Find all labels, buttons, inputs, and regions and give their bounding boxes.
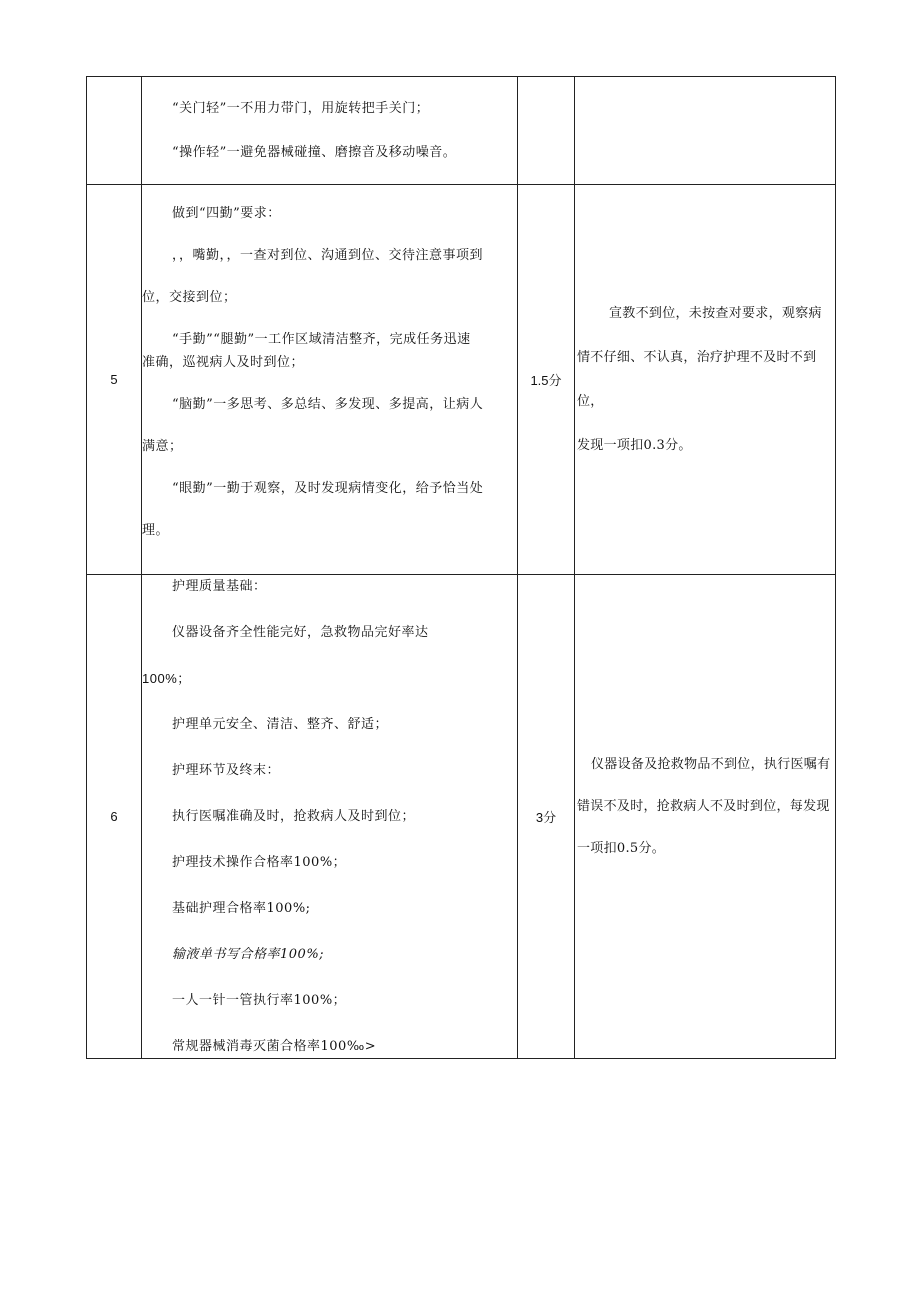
item-number (87, 77, 142, 185)
requirement-line: ，，嘴勤，，一查对到位、沟通到位、交待注意事项到 (172, 248, 484, 263)
evaluation-table (86, 76, 836, 1059)
requirement-line: 护理环节及终末： (172, 763, 281, 778)
score-cell (518, 77, 575, 185)
table-row (87, 185, 836, 575)
requirement-line: “眼勤”一勤于观察，及时发现病情变化，给予恰当处 (172, 481, 484, 496)
item-number: 5 (87, 185, 142, 575)
deduction-cell (575, 77, 836, 185)
requirement-line: 理。 (142, 523, 170, 538)
requirement-line: 输液单书写合格率100%; (172, 947, 325, 962)
table-row (87, 575, 836, 1059)
requirement-line: 准确，巡视病人及时到位； (142, 355, 305, 370)
requirement-line: 一人一针一管执行率100%； (172, 993, 347, 1008)
deduction-line: 宣教不到位，未按查对要求，观察病 (609, 305, 822, 321)
requirement-line: 护理质量基础： (172, 579, 267, 594)
requirement-line: 满意； (142, 439, 183, 454)
requirement-line: “手勤”“腿勤”一工作区域清洁整齐，完成任务迅速 (172, 332, 471, 347)
requirement-line: 位，交接到位； (142, 290, 237, 305)
requirement-line: 100%； (142, 671, 191, 686)
requirement-line: 基础护理合格率100%; (172, 901, 311, 916)
deduction-line: 发现一项扣0.3分。 (577, 437, 692, 453)
deduction-line: 错误不及时，抢救病人不及时到位，每发现 (577, 798, 830, 814)
requirement-line: 护理技术操作合格率100%； (172, 855, 347, 870)
requirement-line: 仪器设备齐全性能完好，急救物品完好率达 (172, 625, 429, 640)
table-row (87, 77, 836, 185)
requirement-line: 做到“四勤”要求： (172, 206, 281, 221)
requirement-line: 常规器械消毒灭菌合格率100‰> (172, 1039, 377, 1054)
deduction-line: 仪器设备及抢救物品不到位，执行医嘱有 (591, 756, 831, 772)
item-number: 6 (87, 575, 142, 1059)
requirement-line: “关门轻”一不用力带门，用旋转把手关门； (172, 101, 430, 116)
deduction-line: 一项扣0.5分。 (577, 840, 666, 856)
requirement-cell (142, 77, 518, 185)
requirement-line: 执行医嘱准确及时，抢救病人及时到位； (172, 809, 416, 824)
requirement-line: 护理单元安全、清洁、整齐、舒适； (172, 717, 389, 732)
requirement-cell (142, 575, 518, 1059)
deduction-cell (575, 575, 836, 1059)
requirement-cell (142, 185, 518, 575)
requirement-line: “脑勤”一多思考、多总结、多发现、多提高，让病人 (172, 397, 484, 412)
deduction-cell (575, 185, 836, 575)
requirement-line: “操作轻”一避免器械碰撞、磨擦音及移动噪音。 (172, 145, 457, 160)
deduction-line: 情不仔细、不认真，治疗护理不及时不到位， (577, 349, 817, 409)
score-cell: 3分 (518, 575, 575, 1059)
score-cell: 1.5分 (518, 185, 575, 575)
